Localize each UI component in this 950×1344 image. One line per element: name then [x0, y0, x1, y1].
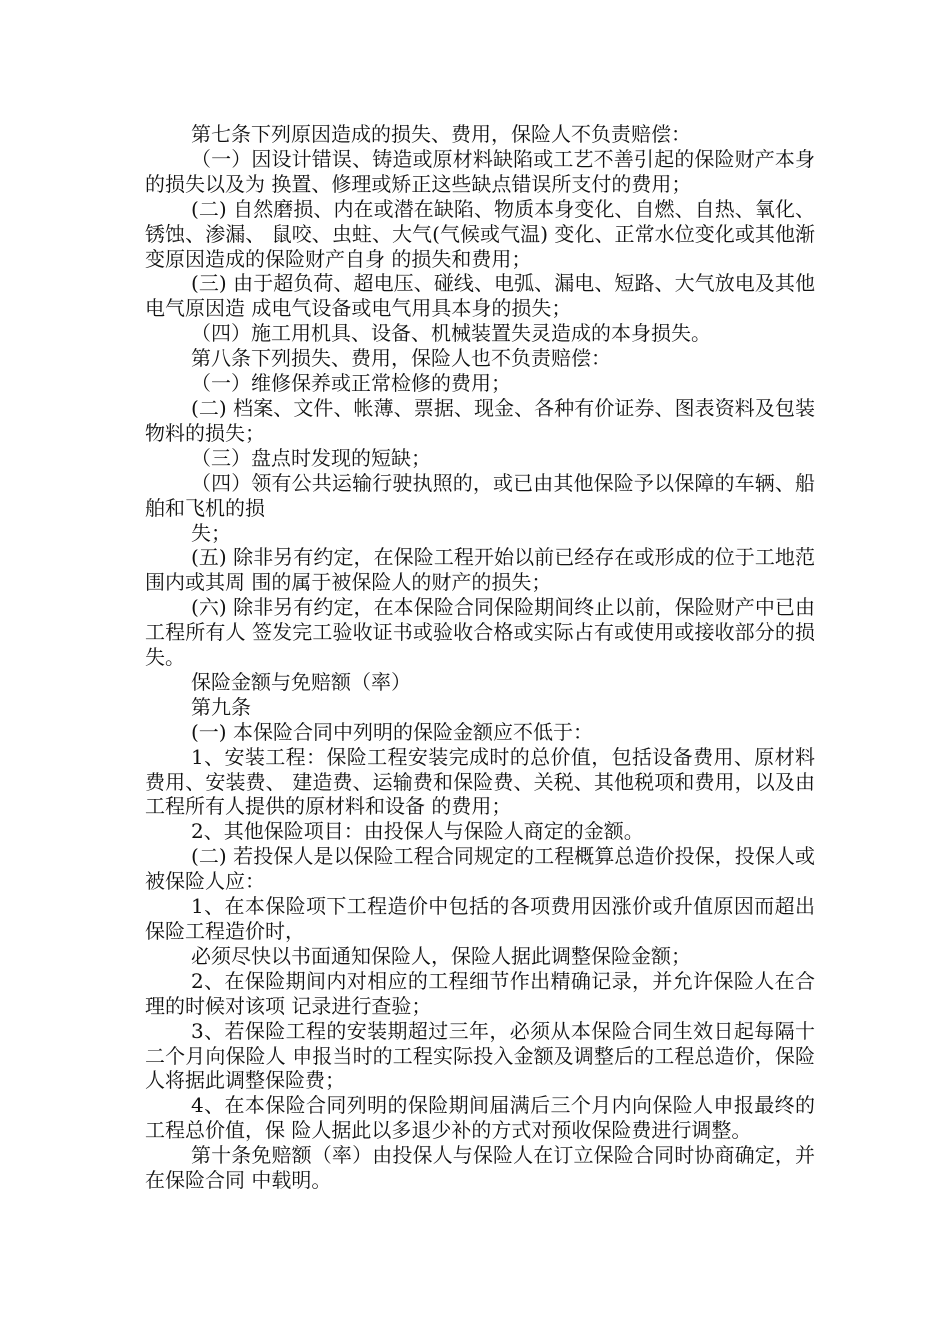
clause-7-heading: 第七条下列原因造成的损失、费用，保险人不负责赔偿：	[191, 122, 691, 146]
clause-9-item-2-sub-1: 1、在本保险项下工程造价中包括的各项费用因涨价或升值原因而超出保险工程造价时，	[145, 894, 815, 943]
clause-8-item-4-continued: 失；	[191, 520, 231, 545]
clause-10: 第十条免赔额（率）由投保人与保险人在订立保险合同时协商确定，并在保险合同 中载明。	[145, 1143, 815, 1193]
clause-8-item-3: （三）盘点时发现的短缺；	[191, 445, 431, 470]
clause-9-item-2-sub-3: 3、若保险工程的安装期超过三年，必须从本保险合同生效日起每隔十二个月向保险人 申报当时的工程实际投入金额及调整后的工程总造价，保险人将据此调整保险费；	[145, 1018, 815, 1093]
clause-8-item-4: （四）领有公共运输行驶执照的，或已由其他保险予以保障的车辆、船舶和飞机的损	[145, 470, 815, 520]
clause-9-item-2-sub-1-continued: 必须尽快以书面通知保险人，保险人据此调整保险金额；	[191, 943, 691, 968]
clause-9-item-2-sub-4: 4、在本保险合同列明的保险期间届满后三个月内向保险人申报最终的工程总价值，保 险人据此以多退少补的方式对预收保险费进行调整。	[145, 1093, 815, 1143]
clause-8-item-2: (二) 档案、文件、帐薄、票据、现金、各种有价证券、图表资料及包装物料的损失；	[145, 395, 815, 445]
clause-8-item-1: （一）维修保养或正常检修的费用；	[191, 371, 511, 396]
clause-9-item-1: (一) 本保险合同中列明的保险金额应不低于：	[191, 719, 593, 744]
document-page	[145, 122, 815, 1193]
clause-8-heading: 第八条下列损失、费用，保险人也不负责赔偿：	[191, 346, 611, 371]
clause-9-heading: 第九条	[191, 694, 251, 719]
clause-9-item-2: (二) 若投保人是以保险工程合同规定的工程概算总造价投保，投保人或被保险人应：	[145, 844, 815, 894]
clause-7-item-4: （四）施工用机具、设备、机械装置失灵造成的本身损失。	[191, 321, 711, 346]
clause-9-item-2-sub-2: 2、在保险期间内对相应的工程细节作出精确记录，并允许保险人在合理的时候对该项 记录进行查验；	[145, 968, 815, 1018]
clause-7-item-1: （一）因设计错误、铸造或原材料缺陷或工艺不善引起的保险财产本身的损失以及为 换置、修理或矫正这些缺点错误所支付的费用；	[145, 146, 815, 196]
clause-7-item-2: (二) 自然磨损、内在或潜在缺陷、物质本身变化、自燃、自热、氧化、锈蚀、渗漏、 鼠咬、虫蛀、大气(气候或气温) 变化、正常水位变化或其他渐变原因造成的保险财产自身 的损失和费用；	[145, 196, 815, 271]
clause-8-item-6: (六) 除非另有约定，在本保险合同保险期间终止以前，保险财产中已由工程所有人 签发完工验收证书或验收合格或实际占有或使用或接收部分的损失。	[145, 595, 815, 670]
section-heading-insured-amount: 保险金额与免赔额（率）	[191, 669, 411, 694]
clause-9-item-1-sub-1: 1、安装工程：保险工程安装完成时的总价值，包括设备费用、原材料费用、安装费、 建造费、运输费和保险费、关税、其他税项和费用，以及由工程所有人提供的原材料和设备 的费用；	[145, 744, 815, 819]
clause-8-item-5: (五) 除非另有约定，在保险工程开始以前已经存在或形成的位于工地范围内或其周 围的属于被保险人的财产的损失；	[145, 545, 815, 595]
clause-9-item-1-sub-2: 2、其他保险项目：由投保人与保险人商定的金额。	[191, 819, 644, 844]
clause-7-item-3: (三) 由于超负荷、超电压、碰线、电弧、漏电、短路、大气放电及其他电气原因造 成电气设备或电气用具本身的损失；	[145, 271, 815, 321]
